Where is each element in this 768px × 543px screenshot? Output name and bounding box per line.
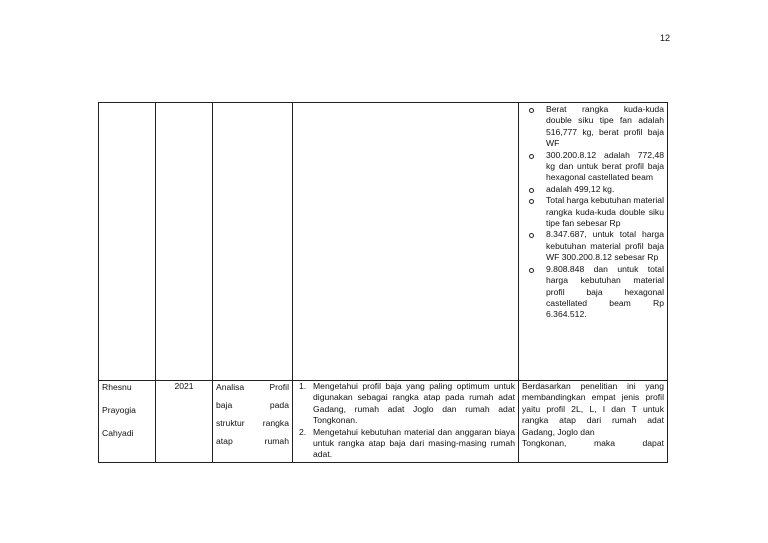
conclusion-main: Berdasarkan penelitian ini yang membandingkan empat jenis profil yaitu profil 2L, L, I dan T untuk rangka atap dari rumah adat Gadang, Joglo dan: [522, 381, 664, 437]
title-line: atap rumah: [216, 436, 289, 446]
results-cell: [519, 103, 668, 381]
author-cell-empty: [99, 103, 156, 381]
list-item: adalah 499,12 kg.: [522, 184, 664, 195]
author-line: Cahyadi: [102, 428, 134, 438]
author-cell: [99, 381, 156, 463]
title-cell-empty: [213, 103, 293, 381]
title-line: Analisa Profil: [216, 382, 289, 392]
year: 2021: [174, 381, 194, 391]
list-item: [296, 381, 515, 427]
list-item: 8.347.687, untuk total harga kebutuhan material profil baja WF 300.200.8.12 sebesar Rp: [522, 229, 664, 263]
objectives-cell: [293, 381, 519, 463]
list-item: Berat rangka kuda-kuda double siku tipe fan adalah 516,777 kg, berat profil baja WF: [522, 104, 664, 150]
conclusion-text: [522, 381, 664, 449]
item-number: 1.: [299, 381, 307, 391]
item-text: Mengetahui profil baja yang paling optimum untuk digunakan sebagai rangka atap pada rumah adat Gadang, rumah adat Joglo dan rumah adat Tongkonan.: [313, 381, 515, 426]
table-row-continued: [99, 103, 668, 381]
list-item: 300.200.8.12 adalah 772,48 kg dan untuk berat profil baja hexagonal castellated beam: [522, 150, 664, 184]
list-item: [296, 427, 515, 461]
results-list: [522, 104, 664, 321]
year-cell-empty: [156, 103, 213, 381]
title-line: baja pada: [216, 400, 289, 410]
conclusion-last-line: Tongkonan, maka dapat: [522, 438, 664, 449]
year-cell: [156, 381, 213, 463]
objective-cell-empty: [293, 103, 519, 381]
objectives-list: [296, 381, 515, 461]
title-line: struktur rangka: [216, 418, 289, 428]
conclusion-cell: [519, 381, 668, 463]
literature-review-table: [98, 102, 668, 463]
author-line: Prayogia: [102, 405, 136, 415]
item-number: 2.: [299, 426, 307, 437]
list-item: 9.808.848 dan untuk total harga kebutuhan material profil baja hexagonal castellated beam Rp 6.364.512.: [522, 264, 664, 321]
title-cell: [213, 381, 293, 463]
author-line: Rhesnu: [102, 382, 132, 392]
table-row: [99, 381, 668, 463]
item-text: Mengetahui kebutuhan material dan anggaran biaya untuk rangka atap baja dari masing-masing rumah adat.: [313, 426, 515, 460]
list-item: Total harga kebutuhan material rangka kuda-kuda double siku tipe fan sebesar Rp: [522, 195, 664, 229]
page-number: 12: [659, 33, 670, 43]
